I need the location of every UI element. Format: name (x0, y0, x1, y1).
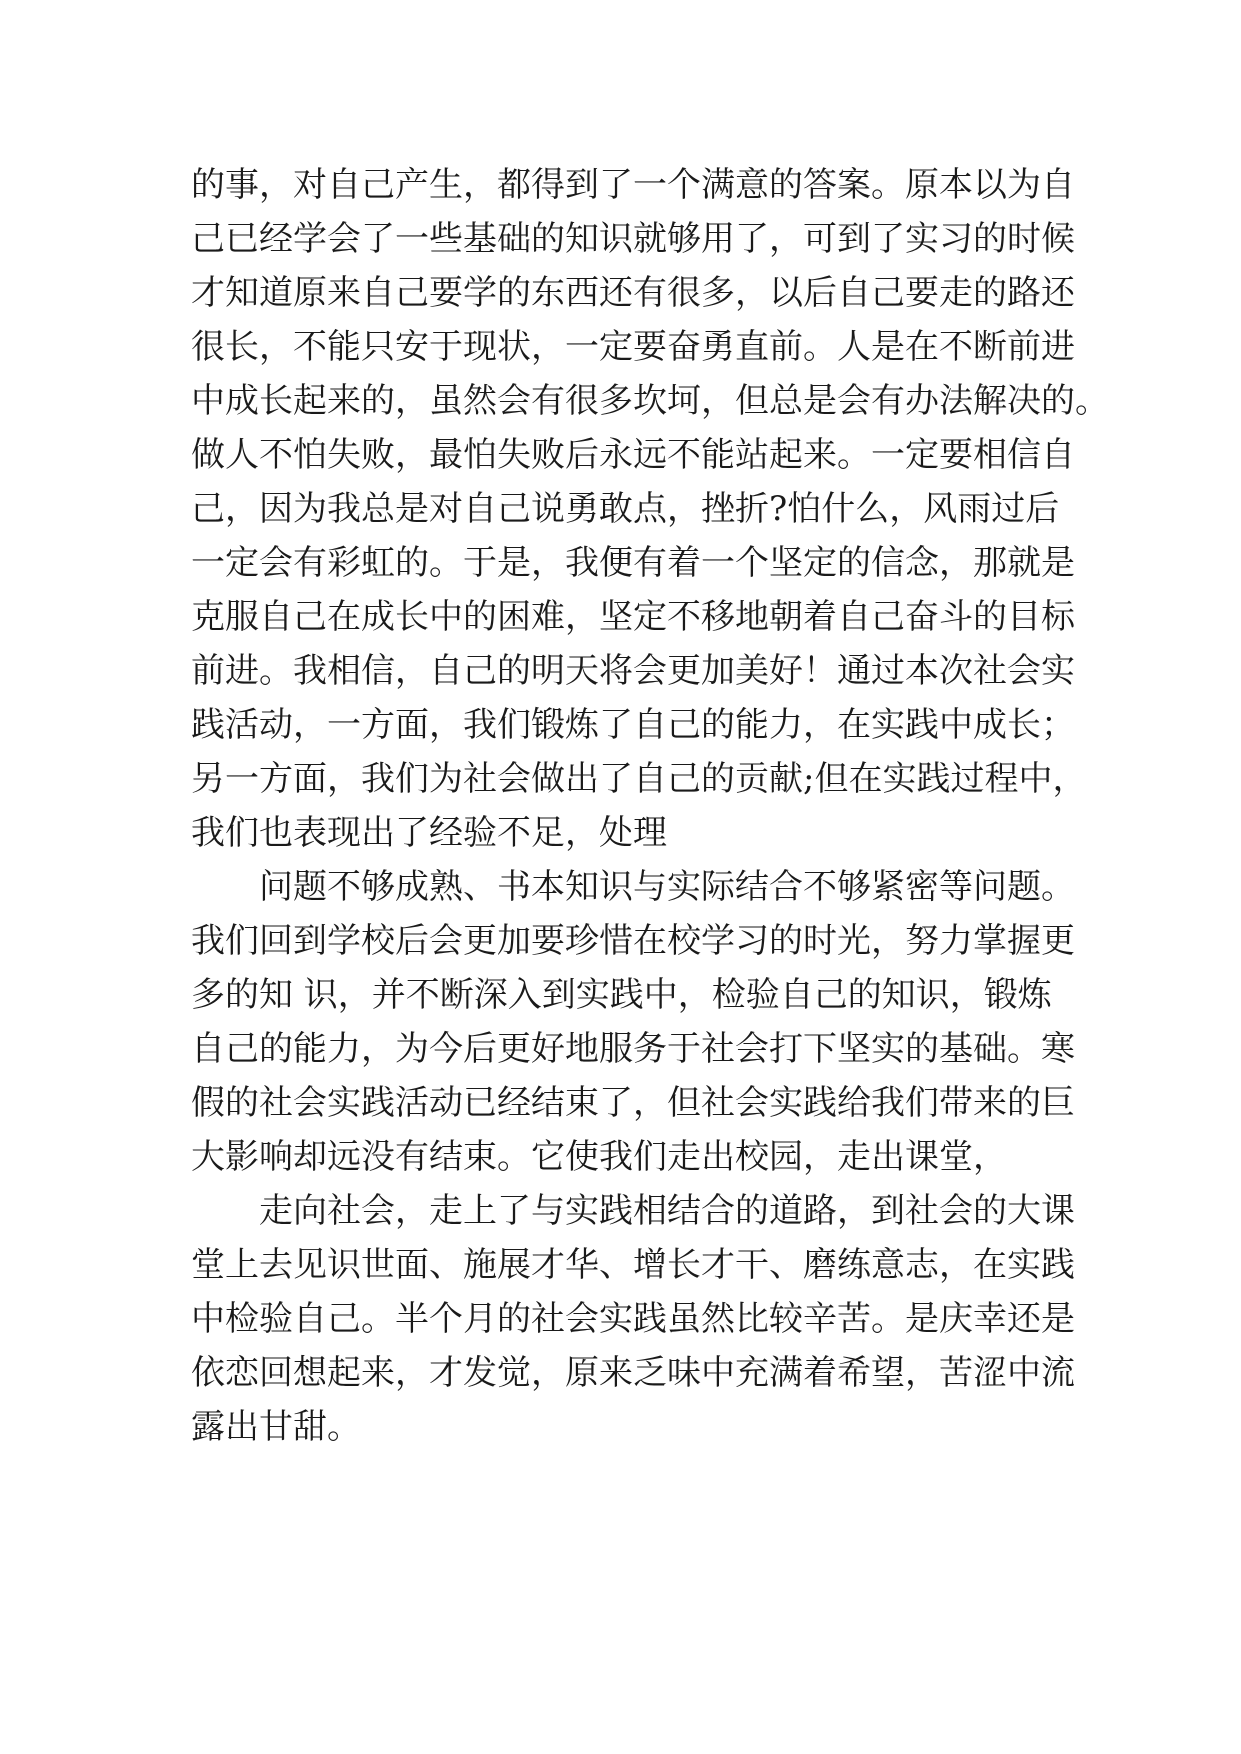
text-line: 践活动，一方面，我们锻炼了自己的能力，在实践中成长； (191, 705, 1075, 745)
document-body-text (191, 158, 1109, 1454)
text-line: 前进。我相信，自己的明天将会更加美好！通过本次社会实 (191, 651, 1075, 691)
text-line: 我们回到学校后会更加要珍惜在校学习的时光，努力掌握更 (191, 921, 1075, 961)
paragraph-first-line: 问题不够成熟、书本知识与实际结合不够紧密等问题。 (259, 867, 1075, 907)
text-line: 才知道原来自己要学的东西还有很多，以后自己要走的路还 (191, 273, 1075, 313)
text-line: 己已经学会了一些基础的知识就够用了，可到了实习的时候 (191, 219, 1075, 259)
text-line: 的事，对自己产生，都得到了一个满意的答案。原本以为自 (191, 165, 1075, 205)
text-line: 一定会有彩虹的。于是，我便有着一个坚定的信念，那就是 (191, 543, 1075, 583)
paragraph-first-line: 走向社会，走上了与实践相结合的道路，到社会的大课 (259, 1191, 1075, 1231)
text-line: 假的社会实践活动已经结束了，但社会实践给我们带来的巨 (191, 1083, 1075, 1123)
text-line: 露出甘甜。 (191, 1407, 361, 1447)
text-line: 克服自己在成长中的困难，坚定不移地朝着自己奋斗的目标 (191, 597, 1075, 637)
text-line: 做人不怕失败，最怕失败后永远不能站起来。一定要相信自 (191, 435, 1075, 475)
text-line: 多的知 识，并不断深入到实践中，检验自己的知识，锻炼 (191, 975, 1052, 1015)
text-line: 堂上去见识世面、施展才华、增长才干、磨练意志，在实践 (191, 1245, 1075, 1285)
text-line: 己，因为我总是对自己说勇敢点，挫折?怕什么，风雨过后 (191, 489, 1060, 529)
text-line: 中成长起来的，虽然会有很多坎坷，但总是会有办法解决的。 (191, 381, 1109, 421)
text-line: 我们也表现出了经验不足，处理 (191, 813, 667, 853)
text-line: 另一方面，我们为社会做出了自己的贡献;但在实践过程中， (191, 759, 1087, 799)
text-line: 自己的能力，为今后更好地服务于社会打下坚实的基础。寒 (191, 1029, 1075, 1069)
text-line: 大影响却远没有结束。它使我们走出校园，走出课堂， (191, 1137, 1007, 1177)
text-line: 中检验自己。半个月的社会实践虽然比较辛苦。是庆幸还是 (191, 1299, 1075, 1339)
text-line: 很长，不能只安于现状，一定要奋勇直前。人是在不断前进 (191, 327, 1075, 367)
text-line: 依恋回想起来，才发觉，原来乏味中充满着希望，苦涩中流 (191, 1353, 1075, 1393)
